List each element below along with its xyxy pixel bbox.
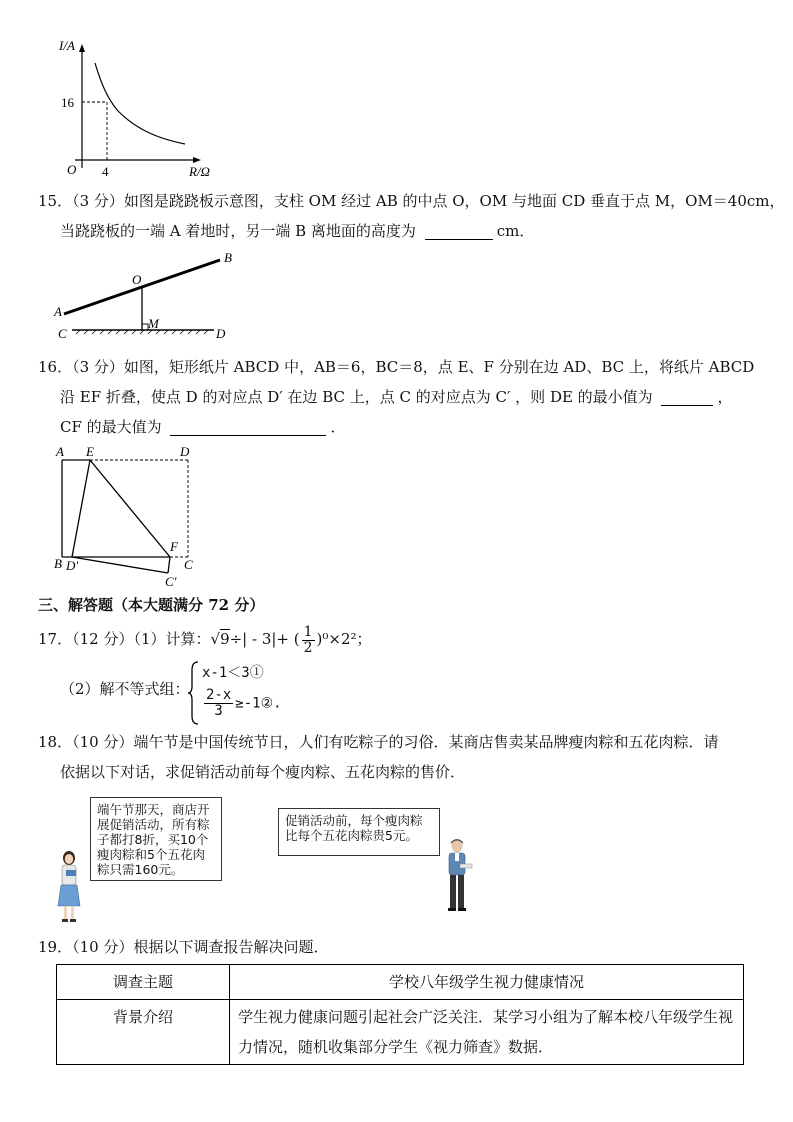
table-cell-head: 调查主题 — [57, 965, 230, 1000]
table-cell-body: 学生视力健康问题引起社会广泛关注．某学习小组为了解本校八年级学生视力情况，随机收集部分学生《视力筛查》数据． — [230, 1000, 744, 1065]
q15-answer-blank[interactable] — [425, 221, 493, 240]
table-cell-head: 背景介绍 — [57, 1000, 230, 1065]
point-O: O — [132, 272, 142, 287]
q17-end: . — [273, 695, 282, 712]
table-row — [57, 965, 744, 1000]
inequality-2-numerator: 2-x — [206, 687, 232, 703]
q16-line2-text: 沿 EF 折叠，使点 D 的对应点 D′ 在边 BC 上，点 C 的对应点为 C′ ，则 DE 的最小值为 — [60, 388, 653, 406]
inequality-2-fraction — [204, 688, 233, 719]
q16-line1: 16．（3 分）如图，矩形纸片 ABCD 中，AB＝6，BC＝8，点 E、F 分别在边 AD、BC 上，将纸片 ABCD — [38, 358, 755, 376]
fraction-numerator: 1 — [303, 623, 313, 640]
q16-line3-end: ． — [330, 418, 346, 436]
q17-part1-prefix: 17．（12 分）（1）计算： — [38, 630, 211, 648]
speech-bubble-right: 促销活动前，每个瘦肉粽比每个五花肉粽贵5元。 — [278, 808, 440, 856]
folding-rectangle-diagram — [50, 442, 200, 592]
q16-line3 — [60, 412, 345, 442]
q19-line1: 19．（10 分）根据以下调查报告解决问题． — [38, 938, 329, 956]
sqrt-symbol: √ — [210, 630, 221, 648]
inequality-2-denominator: 3 — [214, 703, 223, 719]
girl-figure-icon — [54, 850, 84, 924]
point-M: M — [148, 316, 159, 331]
q17-part1 — [38, 624, 372, 656]
speech-bubble-left: 端午节那天，商店开展促销活动，所有粽子都打8折，买10个瘦肉粽和5个五花肉粽只需160元。 — [90, 797, 222, 881]
point-A: A — [56, 444, 64, 459]
point-E: E — [86, 444, 94, 459]
q18-line1: 18．（10 分）端午节是中国传统节日，人们有吃粽子的习俗．某商店售卖某品牌瘦肉粽和五花肉粽．请 — [38, 733, 719, 751]
point-B: B — [224, 250, 232, 265]
seesaw-diagram — [52, 248, 242, 348]
inequality-2 — [202, 688, 282, 719]
man-figure-icon — [440, 838, 474, 916]
point-D-prime: D′ — [66, 558, 79, 573]
section-heading: 三、解答题（本大题满分 72 分） — [38, 596, 265, 614]
survey-table — [56, 964, 744, 1065]
point-B: B — [54, 556, 62, 571]
fraction-denominator: 2 — [303, 639, 313, 656]
q15-line1: 15．（3 分）如图是跷跷板示意图，支柱 OM 经过 AB 的中点 O，OM 与地面 CD 垂直于点 M，OM＝40cm， — [38, 192, 785, 210]
point-F: F — [170, 539, 178, 554]
table-cell-body: 学校八年级学生视力健康情况 — [230, 965, 744, 1000]
point-C-prime: C′ — [165, 574, 177, 589]
x-axis-label: R/Ω — [189, 164, 210, 179]
point-C: C — [58, 326, 67, 341]
radicand: 9 — [220, 630, 230, 648]
y-axis-label: I/A — [59, 38, 75, 53]
q16-answer-blank-2[interactable] — [170, 417, 326, 436]
origin-label: O — [67, 162, 77, 177]
inequality-2-tail: ≥-1② — [235, 695, 274, 712]
q16-answer-blank-1[interactable] — [661, 387, 713, 406]
q17-part1-tail: )⁰×2²； — [316, 630, 372, 648]
point-A: A — [54, 304, 62, 319]
q16-line2-end: ， — [717, 388, 733, 406]
q15-unit: cm． — [496, 222, 535, 240]
system-brace — [188, 660, 200, 726]
q15-line2 — [60, 216, 534, 246]
q17-part2-prefix: （2）解不等式组： — [60, 680, 190, 698]
q15-line2-text: 当跷跷板的一端 A 着地时，另一端 B 离地面的高度为 — [60, 222, 416, 240]
inverse-function-graph — [55, 38, 235, 183]
q18-line2: 依据以下对话，求促销活动前每个瘦肉粽、五花肉粽的售价． — [60, 763, 466, 781]
point-D: D — [180, 444, 190, 459]
point-C: C — [184, 557, 193, 572]
point-D: D — [216, 326, 226, 341]
x-tick-4: 4 — [102, 164, 109, 179]
table-row — [57, 1000, 744, 1065]
y-tick-16: 16 — [61, 95, 74, 110]
q16-line2 — [60, 382, 732, 412]
fraction-half — [302, 625, 315, 656]
inequality-1: x-1＜3① — [202, 665, 264, 681]
q17-part1-mid: ÷| - 3|+ ( — [229, 630, 300, 648]
q16-line3-text: CF 的最大值为 — [60, 418, 162, 436]
